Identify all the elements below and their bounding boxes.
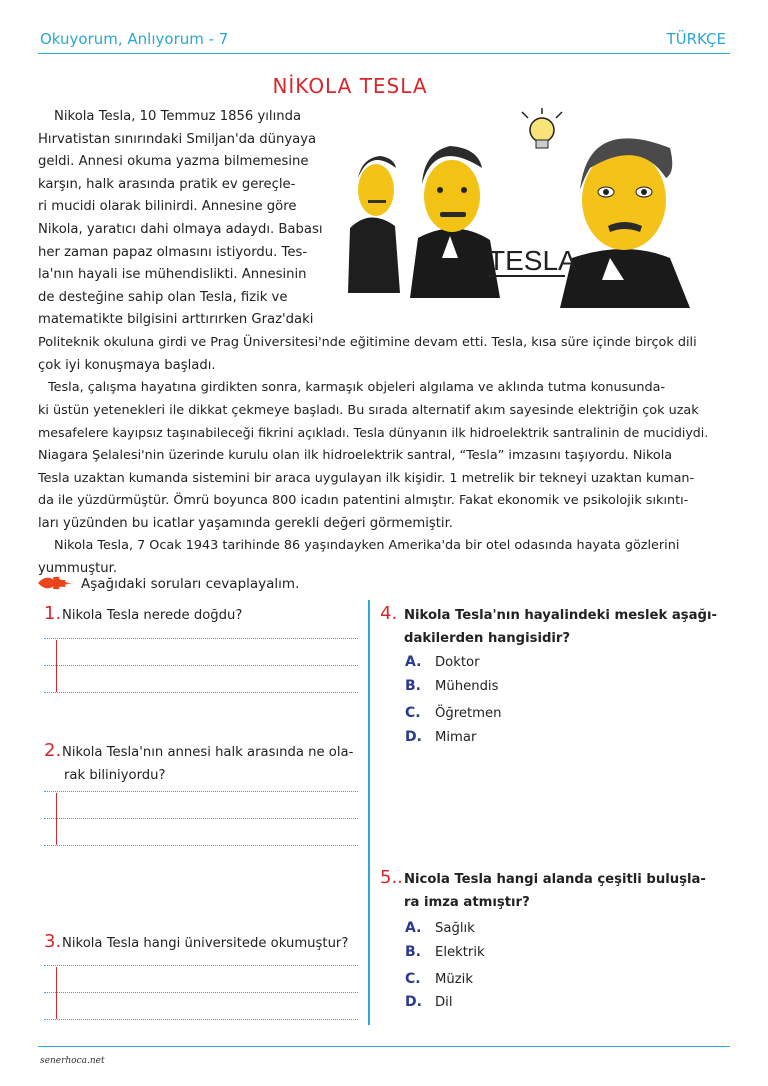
option-5c[interactable] bbox=[405, 971, 473, 987]
question-text: Nikola Tesla hangi üniversitede okumuştur? bbox=[62, 936, 349, 951]
option-5a[interactable] bbox=[405, 920, 475, 936]
header-line bbox=[38, 53, 730, 54]
option-text: Müzik bbox=[435, 972, 473, 987]
text-line: Hırvatistan sınırındaki Smiljan'da dünyaya bbox=[38, 131, 317, 147]
text-line: Nikola, yaratıcı dahi olmaya adaydı. Babası bbox=[38, 221, 323, 237]
header-left: Okuyorum, Anlıyorum - 7 bbox=[40, 30, 229, 48]
text-line: çok iyi konuşmaya başladı. bbox=[38, 357, 216, 373]
answer-line[interactable] bbox=[44, 692, 358, 693]
option-text: Dil bbox=[435, 995, 453, 1010]
answer-line[interactable] bbox=[44, 791, 358, 792]
tesla-illustration bbox=[340, 108, 712, 308]
question-number: 2. bbox=[44, 740, 62, 761]
question-number: 5.. bbox=[380, 867, 403, 888]
question-text: Nikola Tesla nerede doğdu? bbox=[62, 608, 243, 623]
question-number: 3. bbox=[44, 931, 62, 952]
text-line: la'nın hayali ise mühendislikti. Annesinin bbox=[38, 267, 307, 283]
text-line: de desteğine sahip olan Tesla, fizik ve bbox=[38, 289, 288, 305]
answer-line[interactable] bbox=[44, 1019, 358, 1020]
margin-line bbox=[56, 640, 57, 692]
question-text: rak biliniyordu? bbox=[64, 768, 166, 783]
option-key: D. bbox=[405, 729, 422, 745]
option-text: Sağlık bbox=[435, 921, 475, 936]
option-key: C. bbox=[405, 705, 421, 721]
text-line: ları yüzünden bu icatlar yaşamında gerekli değeri görmemiştir. bbox=[38, 515, 453, 531]
question-text: ra imza atmıştır? bbox=[404, 895, 530, 910]
text-line: geldi. Annesi okuma yazma bilmemesine bbox=[38, 154, 309, 170]
flame-icon bbox=[36, 574, 76, 592]
option-text: Mimar bbox=[435, 730, 477, 745]
text-line: yummuştur. bbox=[38, 560, 118, 576]
text-line: karşın, halk arasında pratik ev gereçle- bbox=[38, 176, 296, 192]
option-text: Mühendis bbox=[435, 679, 499, 694]
header-right: TÜRKÇE bbox=[666, 30, 726, 48]
answer-line[interactable] bbox=[44, 818, 358, 819]
question-text: Nikola Tesla'nın hayalindeki meslek aşağı- bbox=[404, 608, 717, 623]
text-line: da ile yüzdürmüştür. Ömrü boyunca 800 icadın patentini almıştır. Fakat ekonomik ve psikolojik sıkıntı- bbox=[38, 493, 689, 509]
answer-line[interactable] bbox=[44, 965, 358, 966]
text-line: mesafelere kayıpsız taşınabileceği fikrini açıkladı. Tesla dünyanın ilk hidroelektrik santralinin de mucidiydi. bbox=[38, 425, 709, 441]
text-line: matematikte bilgisini arttırırken Graz'daki bbox=[38, 312, 314, 328]
page-title: NİKOLA TESLA bbox=[272, 74, 428, 98]
answer-line[interactable] bbox=[44, 845, 358, 846]
option-key: C. bbox=[405, 971, 421, 987]
option-key: D. bbox=[405, 994, 422, 1010]
text-line: Nikola Tesla, 7 Ocak 1943 tarihinde 86 yaşındayken Amerika'da bir otel odasında hayata gözlerini bbox=[54, 538, 680, 554]
text-line: ri mucidi olarak bilinirdi. Annesine göre bbox=[38, 199, 297, 215]
option-text: Öğretmen bbox=[435, 706, 502, 721]
option-5b[interactable] bbox=[405, 944, 485, 960]
option-4b[interactable] bbox=[405, 678, 498, 694]
instruction-text: Aşağıdaki soruları cevaplayalım. bbox=[81, 576, 300, 592]
column-divider bbox=[368, 600, 370, 1025]
text-line: Nikola Tesla, 10 Temmuz 1856 yılında bbox=[54, 109, 302, 124]
answer-line[interactable] bbox=[44, 665, 358, 666]
option-4d[interactable] bbox=[405, 729, 476, 745]
option-key: A. bbox=[405, 920, 422, 936]
question-text: Nikola Tesla'nın annesi halk arasında ne ola- bbox=[62, 745, 354, 760]
text-line: her zaman papaz olmasını istiyordu. Tes- bbox=[38, 244, 308, 260]
option-key: B. bbox=[405, 678, 421, 694]
answer-line[interactable] bbox=[44, 992, 358, 993]
question-number: 4. bbox=[380, 603, 398, 624]
option-text: Doktor bbox=[435, 655, 480, 670]
text-line: Tesla uzaktan kumanda sistemini bir araca uygulayan ilk kişidir. 1 metrelik bir tekneyi uzaktan kuman- bbox=[38, 470, 695, 486]
margin-line bbox=[56, 967, 57, 1019]
tesla-signature: TESLA bbox=[488, 245, 577, 276]
option-text: Elektrik bbox=[435, 945, 485, 960]
option-key: B. bbox=[405, 944, 421, 960]
option-4a[interactable] bbox=[405, 654, 480, 670]
option-4c[interactable] bbox=[405, 705, 502, 721]
text-line: Niagara Şelalesi'nin üzerinde kurulu olan ilk hidroelektrik santral, “Tesla” imzasını taşıyordu. Nikola bbox=[38, 447, 673, 463]
footer-site: senerhoca.net bbox=[40, 1056, 105, 1066]
text-line: ki üstün yetenekleri ile dikkat çekmeye başladı. Bu sırada alternatif akım sayesinde elektriğin çok uzak bbox=[38, 402, 699, 418]
instruction bbox=[36, 574, 300, 596]
margin-line bbox=[56, 793, 57, 845]
option-5d[interactable] bbox=[405, 994, 452, 1010]
footer-line bbox=[38, 1046, 730, 1047]
question-text: Nicola Tesla hangi alanda çeşitli buluşla- bbox=[404, 872, 706, 887]
text-line: Tesla, çalışma hayatına girdikten sonra, karmaşık objeleri algılama ve aklında tutma konusunda- bbox=[48, 380, 666, 396]
question-text: dakilerden hangisidir? bbox=[404, 631, 571, 646]
option-key: A. bbox=[405, 654, 422, 670]
text-line: Politeknik okuluna girdi ve Prag Üniversitesi'nde eğitimine devam etti. Tesla, kısa süre içinde birçok dili bbox=[38, 334, 697, 350]
question-number: 1. bbox=[44, 603, 62, 624]
answer-line[interactable] bbox=[44, 638, 358, 639]
